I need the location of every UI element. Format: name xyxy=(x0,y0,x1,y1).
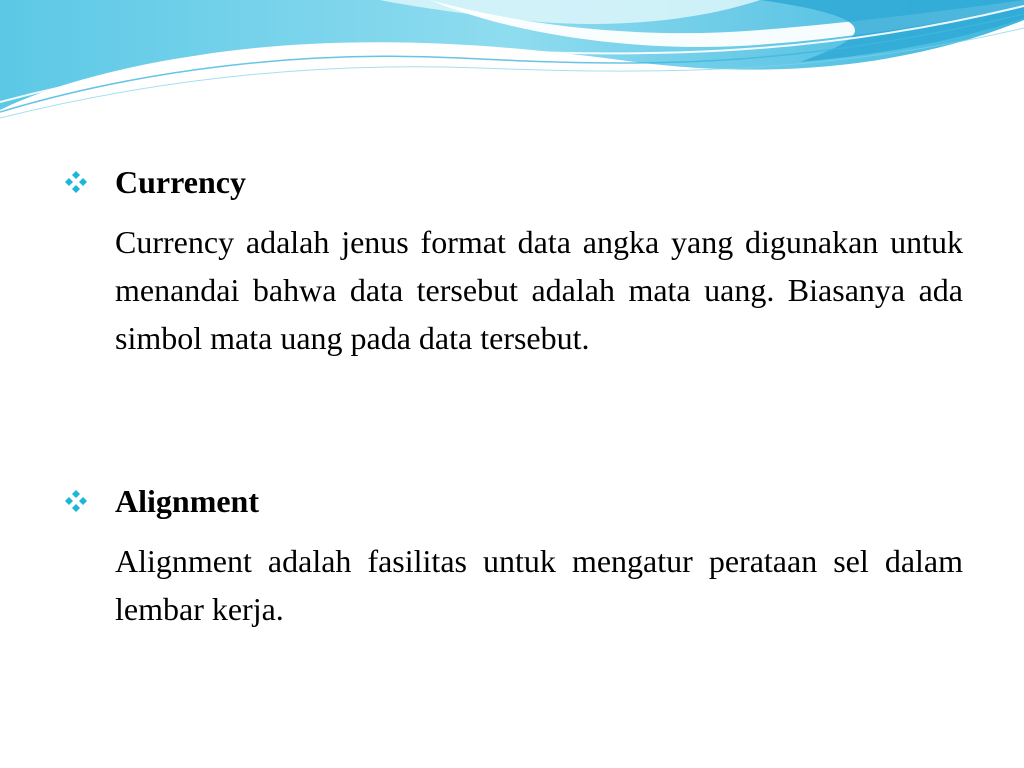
bullet-title: Currency xyxy=(115,164,246,200)
bullet-header xyxy=(63,481,963,521)
diamond-bullet-icon xyxy=(63,169,89,195)
bullet-body: Currency adalah jenus format data angka yang digunakan untuk menandai bahwa data tersebut adalah mata uang. Biasanya ada simbol mata uang pada data tersebut. xyxy=(115,224,963,356)
diamond-bullet-icon xyxy=(63,488,89,514)
bullet-header xyxy=(63,162,963,202)
bullet-body: Alignment adalah fasilitas untuk mengatur perataan sel dalam lembar kerja. xyxy=(115,543,963,627)
bullet-item-alignment xyxy=(63,481,963,633)
bullet-title: Alignment xyxy=(115,483,259,519)
bullet-item-currency xyxy=(63,162,963,362)
